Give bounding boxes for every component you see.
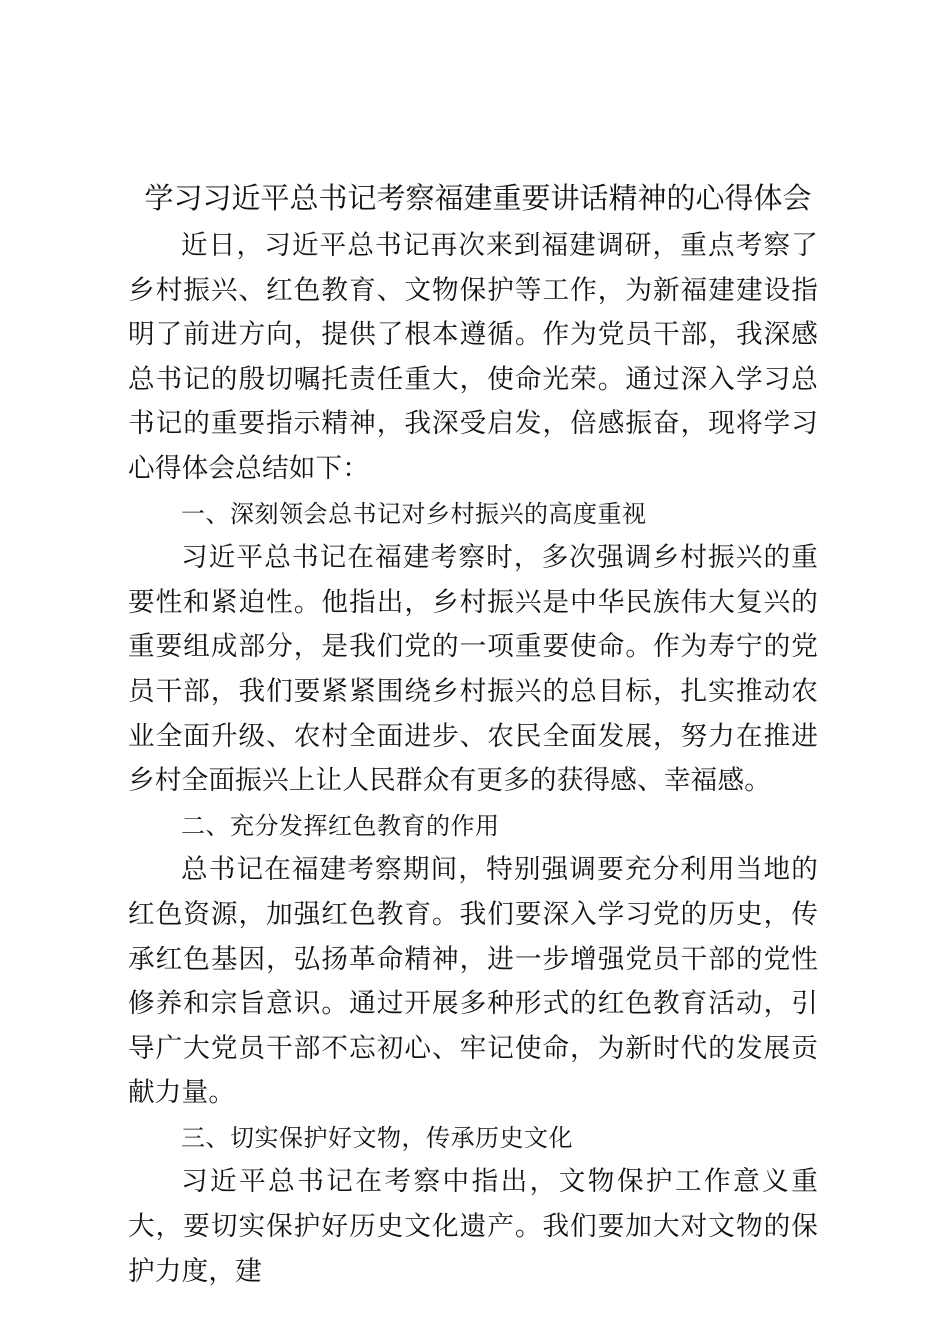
section-heading-1: 一、深刻领会总书记对乡村振兴的高度重视 — [181, 499, 647, 528]
paragraph-section-1: 习近平总书记在福建考察时，多次强调乡村振兴的重要性和紧迫性。他指出，乡村振兴是中华民族伟大复兴的重要组成部分，是我们党的一项重要使命。作为寿宁的党员干部，我们要紧紧围绕乡村振兴的总目标，扎实推动农业全面升级、农村全面进步、农民全面发展，努力在推进乡村全面振兴上让人民群众有更多的获得感、幸福感。 — [128, 542, 818, 797]
document-body — [128, 224, 818, 1294]
section-heading-3: 三、切实保护好文物，传承历史文化 — [181, 1123, 573, 1152]
document-title: 学习习近平总书记考察福建重要讲话精神的心得体会 — [144, 181, 812, 215]
section-heading-2: 二、充分发挥红色教育的作用 — [181, 811, 500, 840]
paragraph-section-2: 总书记在福建考察期间，特别强调要充分利用当地的红色资源，加强红色教育。我们要深入学习党的历史，传承红色基因，弘扬革命精神，进一步增强党员干部的党性修养和宗旨意识。通过开展多种形式的红色教育活动，引导广大党员干部不忘初心、牢记使命，为新时代的发展贡献力量。 — [128, 854, 818, 1109]
paragraph-section-3: 习近平总书记在考察中指出，文物保护工作意义重大，要切实保护好历史文化遗产。我们要加大对文物的保护力度，建 — [128, 1166, 818, 1287]
paragraph-intro: 近日，习近平总书记再次来到福建调研，重点考察了乡村振兴、红色教育、文物保护等工作，为新福建建设指明了前进方向，提供了根本遵循。作为党员干部，我深感总书记的殷切嘱托责任重大，使命光荣。通过深入学习总书记的重要指示精神，我深受启发，倍感振奋，现将学习心得体会总结如下： — [128, 230, 818, 484]
